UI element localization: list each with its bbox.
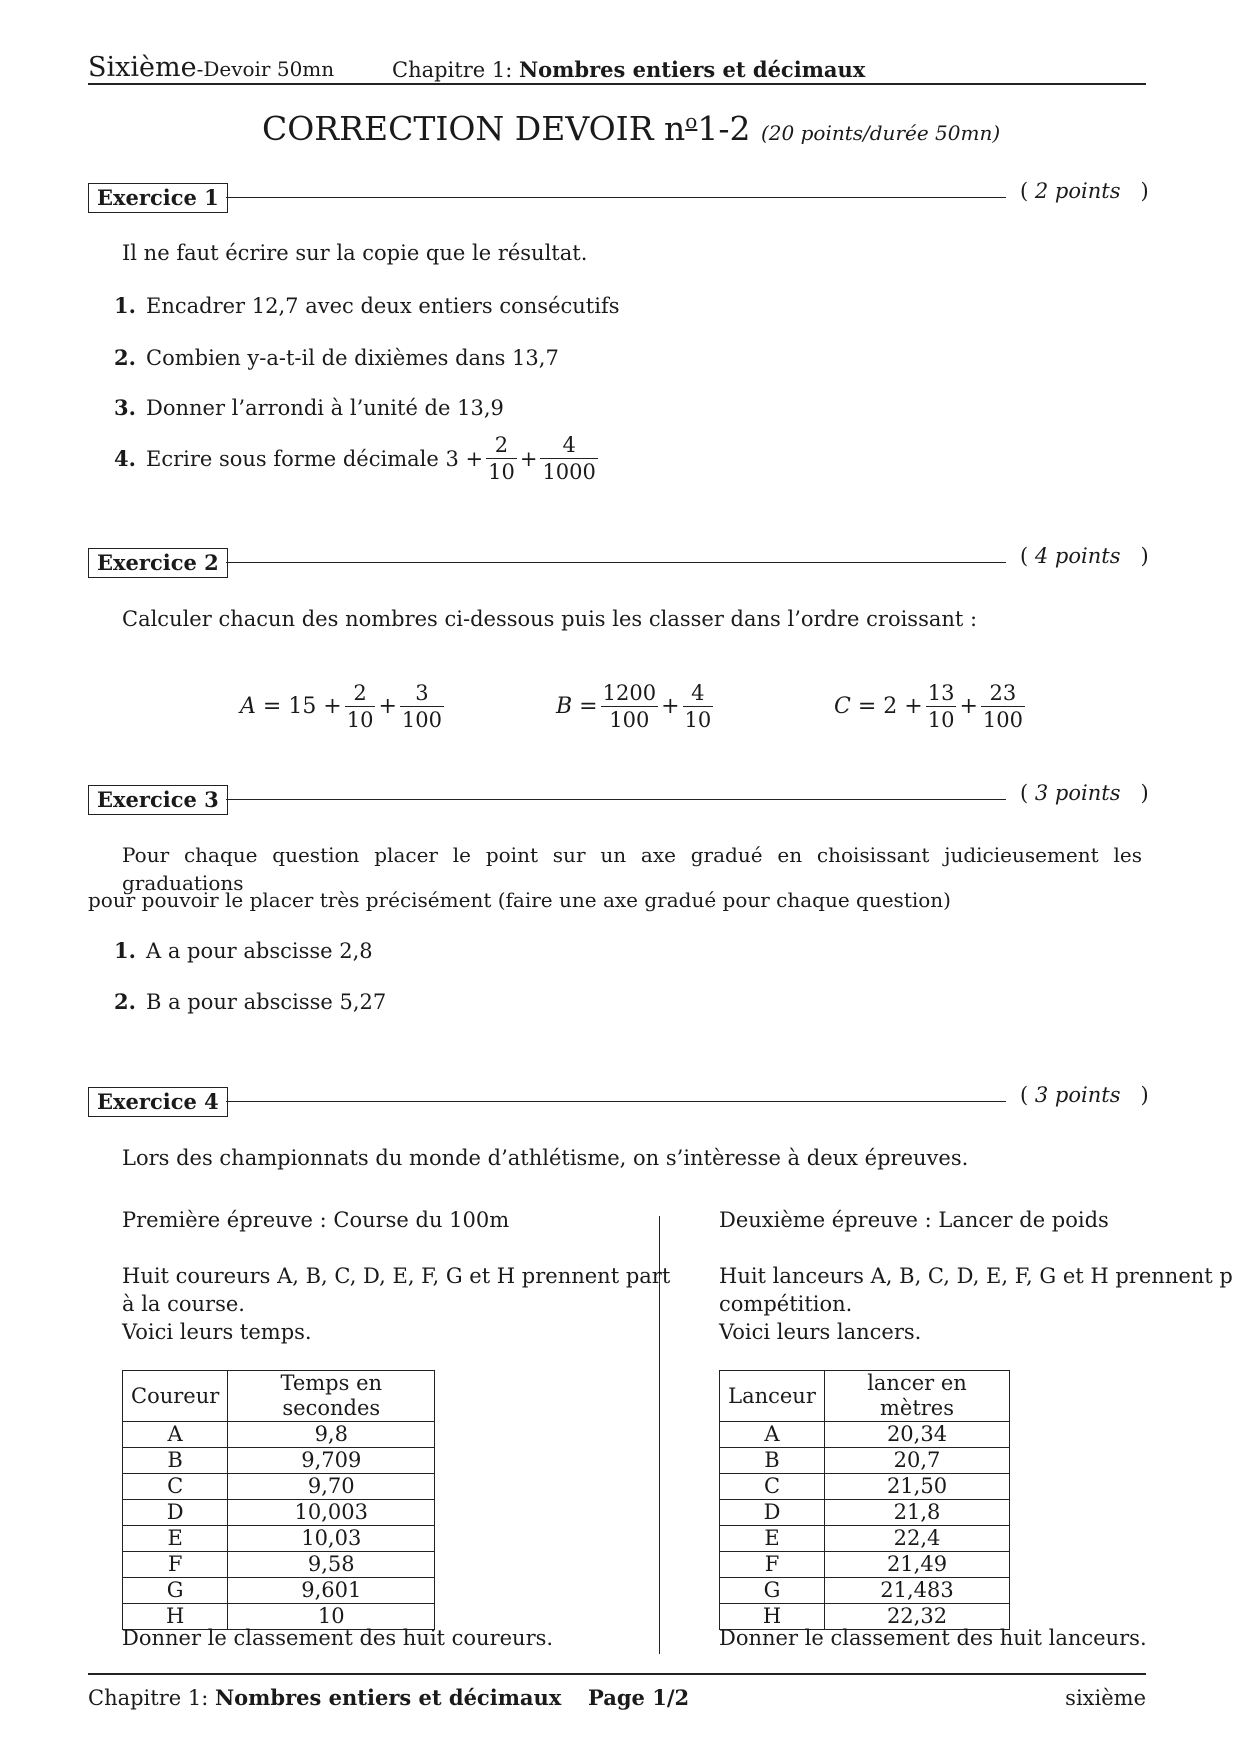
- exercise-2-label: Exercice 2: [88, 548, 228, 578]
- table-row: G 21,483: [720, 1578, 1010, 1604]
- event-1-question: Donner le classement des huit coureurs.: [122, 1626, 554, 1650]
- exercise-3-intro: Pour chaque question placer le point sur un axe gradué en choisissant judicieusement les graduations: [122, 843, 1142, 895]
- exercise-4-points: ( 3 points ): [1020, 1083, 1149, 1107]
- event-2-question: Donner le classement des huit lanceurs.: [719, 1626, 1147, 1650]
- header-chapter: Chapitre 1: Nombres entiers et décimaux: [392, 57, 866, 82]
- exercise-1-item: 4. Ecrire sous forme décimale 3 + $\frac{2}{10}$ + $\frac{4}{1000}$: [114, 433, 596, 484]
- table-header: Lanceur: [720, 1371, 825, 1422]
- table-row: A 20,34: [720, 1422, 1010, 1448]
- exercise-1-points: ( 2 points ): [1020, 179, 1149, 203]
- header-level: Sixième-Devoir 50mn: [88, 52, 335, 83]
- exercise-4-label: Exercice 4: [88, 1087, 228, 1117]
- table-row: D 10,003: [123, 1500, 435, 1526]
- exercise-2-rule: [226, 562, 1006, 563]
- exercise-2-intro: Calculer chacun des nombres ci-dessous puis les classer dans l’ordre croissant :: [122, 607, 978, 631]
- formula-b: B = $\frac{1200}{100}$ + $\frac{4}{10}$: [556, 681, 712, 732]
- table-row: H 22,32: [720, 1604, 1010, 1630]
- exercise-2-points: ( 4 points ): [1020, 544, 1149, 568]
- exercise-3-item: 2. B a pour abscisse 5,27: [114, 989, 387, 1014]
- event-2-desc: compétition.: [719, 1292, 853, 1316]
- footer-chapter: Chapitre 1: Nombres entiers et décimaux Page 1/2: [88, 1685, 690, 1710]
- exercise-3-intro-2: pour pouvoir le placer très précisément (faire une axe gradué pour chaque question): [88, 888, 951, 912]
- header-test: -Devoir 50mn: [196, 57, 335, 81]
- table-row: C 21,50: [720, 1474, 1010, 1500]
- table-row: H 10: [123, 1604, 435, 1630]
- exercise-3-points: ( 3 points ): [1020, 781, 1149, 805]
- event-1-desc: Voici leurs temps.: [122, 1320, 312, 1344]
- exercise-1-rule: [226, 197, 1006, 198]
- table-row: E 10,03: [123, 1526, 435, 1552]
- exercise-3-rule: [226, 799, 1006, 800]
- fraction: $\frac{4}{10}$: [684, 681, 712, 732]
- page-title: CORRECTION DEVOIR $n^o1-2$ (20 points/durée 50mn): [262, 109, 1001, 148]
- exercise-4-rule: [226, 1101, 1006, 1102]
- throwers-table: [719, 1370, 1010, 1630]
- header-chapter-title: Nombres entiers et décimaux: [518, 57, 866, 82]
- table-row: F 21,49: [720, 1552, 1010, 1578]
- fraction: $\frac{4}{1000}$: [542, 433, 596, 484]
- formula-c: C = 2 + $\frac{13}{10}$ + $\frac{23}{100}$: [834, 681, 1023, 732]
- header-rule: [88, 83, 1146, 85]
- event-1-desc: Huit coureurs A, B, C, D, E, F, G et H prennent part: [122, 1264, 671, 1288]
- fraction: $\frac{2}{10}$: [488, 433, 515, 484]
- table-row: C 9,70: [123, 1474, 435, 1500]
- page-number: Page 1/2: [588, 1685, 690, 1710]
- footer-rule: [88, 1673, 1146, 1675]
- table-header: Coureur: [123, 1371, 228, 1422]
- table-row: E 22,4: [720, 1526, 1010, 1552]
- fraction: $\frac{3}{100}$: [401, 681, 443, 732]
- exercise-1-item: 2. Combien y-a-t-il de dixièmes dans 13,7: [114, 345, 559, 370]
- exercise-1-intro: Il ne faut écrire sur la copie que le résultat.: [122, 241, 588, 265]
- event-1-desc: à la course.: [122, 1292, 245, 1316]
- table-header: Temps en secondes: [228, 1371, 435, 1422]
- table-row: F 9,58: [123, 1552, 435, 1578]
- formula-a: A = 15 + $\frac{2}{10}$ + $\frac{3}{100}$: [240, 681, 443, 732]
- exercise-4-intro: Lors des championnats du monde d’athlétisme, on s’intèresse à deux épreuves.: [122, 1146, 969, 1170]
- table-header: lancer en mètres: [825, 1371, 1010, 1422]
- table-row: A 9,8: [123, 1422, 435, 1448]
- event-2-desc: Voici leurs lancers.: [719, 1320, 922, 1344]
- fraction: $\frac{23}{100}$: [982, 681, 1023, 732]
- fraction: $\frac{2}{10}$: [346, 681, 374, 732]
- event-2-title: Deuxième épreuve : Lancer de poids: [719, 1208, 1109, 1232]
- exercise-1-item: 1. Encadrer 12,7 avec deux entiers consécutifs: [114, 293, 620, 318]
- page-subtitle: (20 points/durée 50mn): [760, 121, 1001, 145]
- footer-chapter-title: Nombres entiers et décimaux: [214, 1685, 562, 1710]
- footer-level: sixième: [1065, 1686, 1146, 1710]
- exercise-1-label: Exercice 1: [88, 183, 228, 213]
- table-row: B 9,709: [123, 1448, 435, 1474]
- event-2-desc: Huit lanceurs A, B, C, D, E, F, G et H prennent p: [719, 1264, 1233, 1288]
- fraction: $\frac{1200}{100}$: [602, 681, 657, 732]
- table-row: G 9,601: [123, 1578, 435, 1604]
- event-1-title: Première épreuve : Course du 100m: [122, 1208, 510, 1232]
- exercise-3-label: Exercice 3: [88, 785, 228, 815]
- exercise-3-item: 1. A a pour abscisse 2,8: [114, 938, 373, 963]
- table-row: B 20,7: [720, 1448, 1010, 1474]
- table-row: D 21,8: [720, 1500, 1010, 1526]
- fraction: $\frac{13}{10}$: [927, 681, 955, 732]
- runners-table: [122, 1370, 435, 1630]
- exercise-1-item: 3. Donner l’arrondi à l’unité de 13,9: [114, 395, 504, 420]
